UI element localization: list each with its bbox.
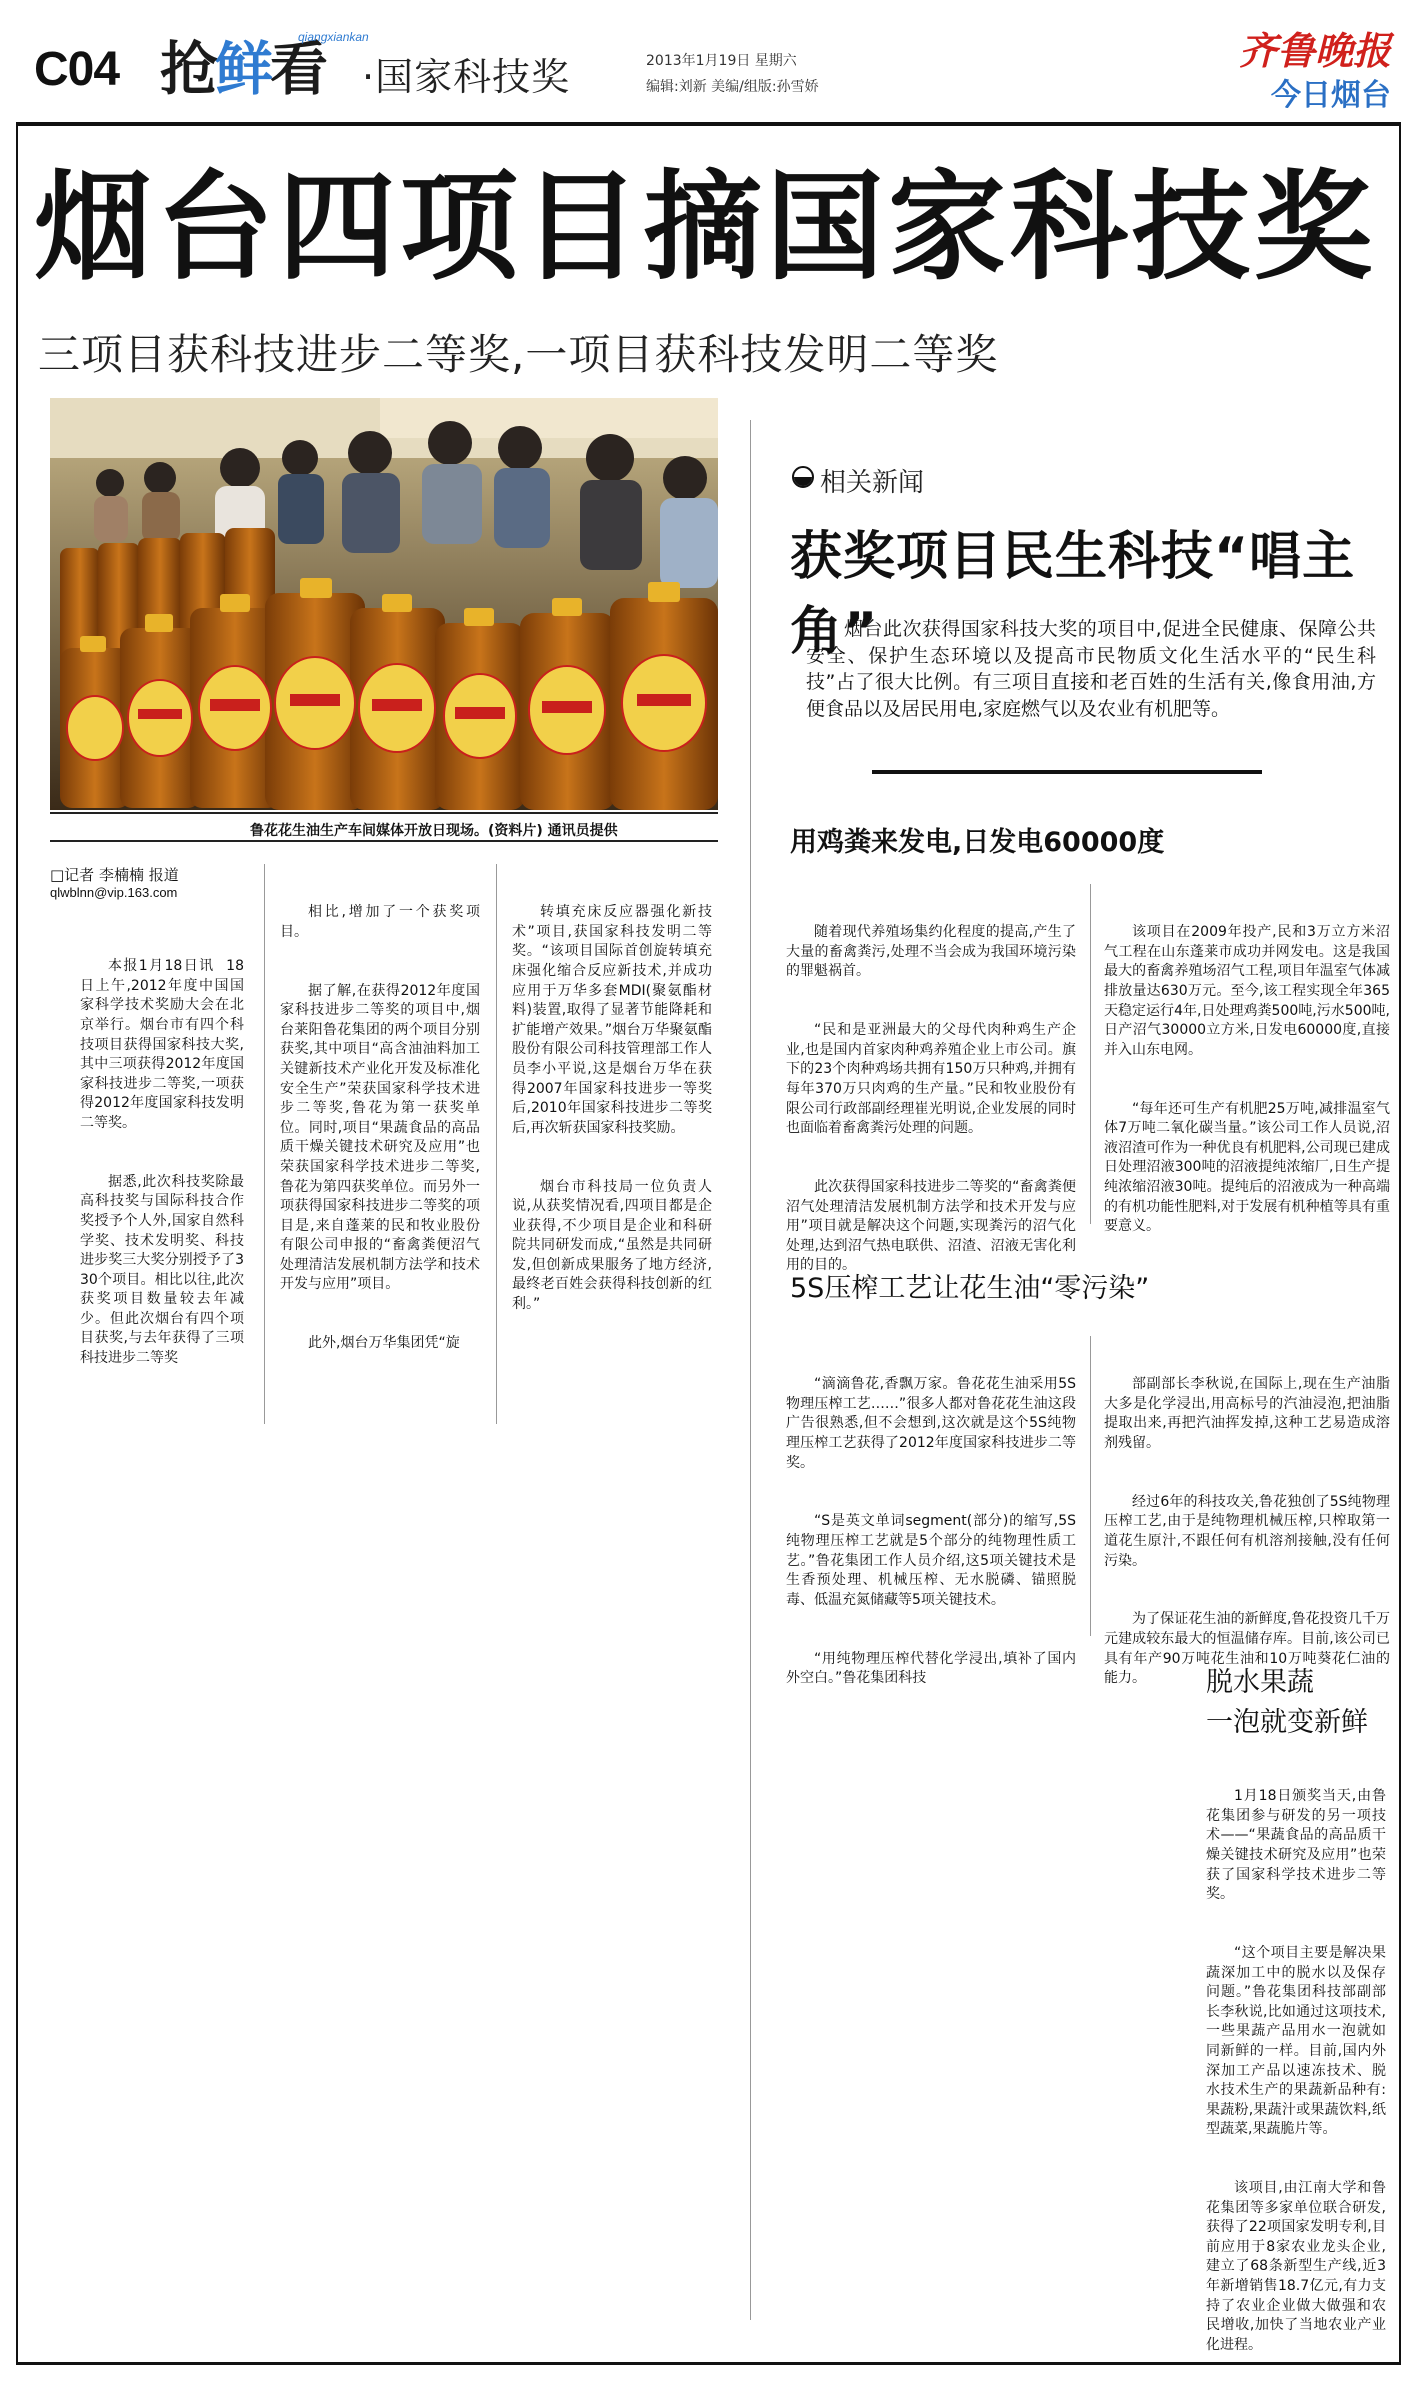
veg-column bbox=[1206, 1748, 1386, 2375]
paragraph: “民和是亚洲最大的父母代肉种鸡生产企业,也是国内首家肉种鸡养殖企业上市公司。旗下的23个肉种鸡场共拥有150万只种鸡,并拥有每年370万只肉鸡的生产量。”民和牧业股份有限公司行政部副经理崔光明说,企业发展的同时也面临着畜禽粪污处理的问题。 bbox=[786, 1022, 1076, 1137]
paragraph: “滴滴鲁花,香飘万家。鲁花花生油采用5S物理压榨工艺……”很多人都对鲁花花生油这段广告很熟悉,但不会想到,这次就是这个5S纯物理压榨工艺获得了2012年度国家科技进步二等奖。 bbox=[786, 1376, 1076, 1471]
column-divider bbox=[750, 420, 751, 2320]
related-news-bullet-icon bbox=[792, 466, 814, 488]
column-divider bbox=[496, 864, 497, 1424]
paragraph: “这个项目主要是解决果蔬深加工中的脱水以及保存问题。”鲁花集团科技部副部长李秋说,比如通过这项技术,一些果蔬产品用水一泡就如同新鲜的一样。目前,国内外深加工产品以速冻技术、脱水技术生产的果蔬新品种有:果蔬粉,果蔬汁或果蔬饮料,纸型蔬菜,果蔬脆片等。 bbox=[1206, 1944, 1386, 2138]
oil-column-a bbox=[786, 1336, 1076, 1708]
main-headline: 烟台四项目摘国家科技奖 bbox=[34, 158, 1377, 296]
photo-caption: 鲁花花生油生产车间媒体开放日现场。(资料片) 通讯员提供 bbox=[250, 823, 618, 839]
paragraph: 本报1月18日讯 18日上午,2012年度中国国家科学技术奖励大会在北京举行。烟台市有四个科技项目获得国家科技大奖,其中三项获得2012年度国家科技进步二等奖,一项获得2012年度国家科技发明二等奖。 bbox=[80, 958, 244, 1131]
issue-date: 2013年1月19日 星期六 bbox=[646, 53, 797, 69]
brand-char-1: 抢 bbox=[160, 35, 216, 103]
paragraph: 据悉,此次科技奖除最高科技奖与国际科技合作奖授予个人外,国家自然科学奖、技术发明奖、科技进步奖三大奖分别授予了330个项目。相比以往,此次获奖项目数量较去年减少。但此次烟台有四个项目获奖,与去年获得了三项科技进步二等奖 bbox=[80, 1173, 244, 1367]
caption-rule-bottom bbox=[50, 840, 718, 842]
sub-headline: 三项目获科技进步二等奖,一项目获科技发明二等奖 bbox=[38, 330, 999, 379]
photo-oil-bottles-scene bbox=[50, 398, 718, 810]
brand-char-2: 鲜 bbox=[215, 35, 271, 103]
section-heading-peanut-oil: 5S压榨工艺让花生油“零污染” bbox=[790, 1273, 1150, 1304]
section-name: ·国家科技奖 bbox=[362, 55, 571, 99]
oil-column-b bbox=[1104, 1336, 1390, 1708]
section-heading-manure-power: 用鸡粪来发电,日发电60000度 bbox=[790, 827, 1165, 858]
paragraph: “用纯物理压榨代替化学浸出,填补了国内外空白。”鲁花集团科技 bbox=[786, 1650, 1076, 1687]
article-column-1 bbox=[80, 918, 244, 1388]
paragraph: 此外,烟台万华集团凭“旋 bbox=[308, 1335, 460, 1352]
article-column-2 bbox=[280, 864, 480, 1373]
paragraph: 相比,增加了一个获奖项目。 bbox=[280, 904, 480, 940]
paragraph: “S是英文单词segment(部分)的缩写,5S纯物理压榨工艺就是5个部分的纯物理性质工艺。”鲁花集团工作人员介绍,这5项关键技术是生香预处理、机械压榨、无水脱磷、锚照脱毒、低温充氮储藏等5项关键技术。 bbox=[786, 1513, 1076, 1608]
column-divider bbox=[1090, 884, 1091, 1224]
newspaper-logo: 齐鲁晚报 bbox=[1238, 28, 1391, 73]
paragraph: 转填充床反应器强化新技术”项目,获国家科技发明二等奖。“该项目国际首创旋转填充床强化缩合反应新技术,并成功应用于万华多套MDI(聚氨酯材料)装置,取得了显著节能降耗和扩能增产效果。”烟台万华聚氨酯股份有限公司科技管理部工作人员李小平说,这是烟台万华在获得2007年国家科技进步一等奖后,2010年国家科技进步二等奖后,再次斩获国家科技奖励。 bbox=[512, 904, 712, 1136]
related-news-tag: 相关新闻 bbox=[820, 468, 925, 498]
paragraph: 烟台市科技局一位负责人说,从获奖情况看,四项目都是企业获得,不少项目是企业和科研院共同研发而成,“虽然是共同研发,但创新成果服务了地方经济,最终老百姓会获得科技创新的红利。” bbox=[512, 1178, 712, 1313]
editor-credits: 编辑:刘新 美编/组版:孙雪娇 bbox=[646, 79, 819, 95]
news-photo bbox=[50, 398, 718, 810]
section-heading-dried-fruit-veg-line2: 一泡就变新鲜 bbox=[1206, 1707, 1368, 1738]
paragraph: 随着现代养殖场集约化程度的提高,产生了大量的畜禽粪污,处理不当会成为我国环境污染的罪魁祸首。 bbox=[786, 924, 1076, 980]
related-news-intro bbox=[806, 616, 1376, 722]
intro-rule bbox=[872, 770, 1262, 774]
paragraph: 该项目在2009年投产,民和3万立方米沼气工程在山东蓬莱市成功并网发电。这是我国最大的畜禽养殖场沼气工程,项目年温室气体减排放量达630万元。至今,该工程实现全年365天稳定运行4年,日处理鸡粪500吨,污水500吨,日产沼气30000立方米,日发电60000度,直接并入山东电网。 bbox=[1104, 924, 1390, 1058]
reporter-email: qlwblnn@vip.163.com bbox=[50, 885, 178, 900]
paragraph: 据了解,在获得2012年度国家科技进步二等奖的项目中,烟台莱阳鲁花集团的两个项目分别获奖,其中项目“高含油油料加工关键新技术产业化开发及标准化安全生产”荣获国家科学技术进步二等奖,鲁花为第一获奖单位。同时,项目“果蔬食品的高品质干燥关键技术研究及应用”也荣获国家科学技术进步二等奖,鲁花为第四获奖单位。而另外一项获得国家科技进步二等奖的项目是,来自蓬莱的民和牧业股份有限公司申报的“畜禽粪便沼气处理清洁发展机制方法学和技术开发与应用”项目。 bbox=[280, 982, 480, 1293]
article-column-3 bbox=[512, 864, 712, 1334]
paragraph: 为了保证花生油的新鲜度,鲁花投资几千万元建成较东最大的恒温储存库。目前,该公司已具有年产90万吨花生油和10万吨葵花仁油的能力。 bbox=[1104, 1611, 1390, 1687]
related-news-title: 获奖项目民生科技“唱主角” bbox=[790, 527, 1356, 662]
paragraph: “每年还可生产有机肥25万吨,减排温室气体7万吨二氧化碳当量。”该公司工作人员说,沼液沼渣可作为一种优良有机肥料,公司现已建成日处理沼液300吨的沼液提纯浓缩厂,日生产提纯浓缩沼液30吨。提纯后的沼液成为一种高端的有机功能性肥料,对于发展有机种植等具有重要意义。 bbox=[1104, 1100, 1390, 1235]
intro-paragraph: 烟台此次获得国家科技大奖的项目中,促进全民健康、保障公共安全、保护生态环境以及提高市民物质文化生活水平的“民生科技”占了很大比例。有三项目直接和老百姓的生活有关,像食用油,方便食品以及居民用电,家庭燃气以及农业有机肥等。 bbox=[806, 618, 1376, 720]
paragraph: 此次获得国家科技进步二等奖的“畜禽粪便沼气处理清洁发展机制方法学和技术开发与应用”项目就是解决这个问题,实现粪污的沼气化处理,达到沼气热电联供、沼渣、沼液无害化利用的目的。 bbox=[786, 1178, 1076, 1274]
paragraph: 1月18日颁奖当天,由鲁花集团参与研发的另一项技术——“果蔬食品的高品质干燥关键技术研究及应用”也荣获了国家科学技术进步二等奖。 bbox=[1206, 1788, 1386, 1903]
paragraph: 部副部长李秋说,在国际上,现在生产油脂大多是化学浸出,用高标号的汽油浸泡,把油脂提取出来,再把汽油挥发掉,这种工艺易造成溶剂残留。 bbox=[1104, 1376, 1390, 1451]
paragraph: 该项目,由江南大学和鲁花集团等多家单位联合研发,获得了22项国家发明专利,目前应用于8家农业龙头企业,建立了68条新型生产线,近3年新增销售18.7亿元,有力支持了农业企业做大做强和农民增收,加快了当地农业产业化进程。 bbox=[1206, 2180, 1386, 2353]
manure-column-a bbox=[786, 884, 1076, 1295]
brand-char-3: 看 bbox=[270, 35, 326, 103]
caption-rule-top bbox=[50, 812, 718, 814]
paragraph: 经过6年的科技攻关,鲁花独创了5S纯物理压榨工艺,由于是纯物理机械压榨,只榨取第一道花生原汁,不跟任何有机溶剂接触,没有任何污染。 bbox=[1104, 1493, 1390, 1569]
column-divider bbox=[1090, 1336, 1091, 1636]
byline: □记者 李楠楠 报道 bbox=[50, 866, 179, 884]
manure-column-b bbox=[1104, 884, 1390, 1256]
local-edition-tag: 今日烟台 bbox=[1271, 78, 1391, 113]
section-heading-dried-fruit-veg: 脱水果蔬 bbox=[1206, 1667, 1314, 1698]
brand-pinyin: qiangxiankan bbox=[298, 30, 369, 44]
page-number: C04 bbox=[34, 43, 120, 96]
column-divider bbox=[264, 864, 265, 1424]
